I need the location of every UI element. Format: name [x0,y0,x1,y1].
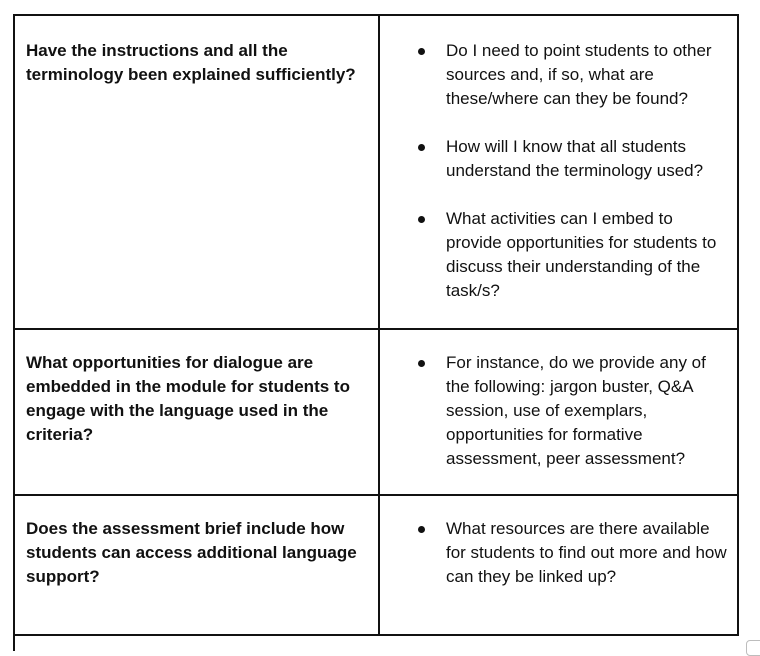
table-row [15,16,737,328]
table-row [15,328,737,494]
question-cell: Does the assessment brief include how students can access additional language support? [26,519,357,586]
bullet-icon [418,144,425,151]
next-table-border [13,636,15,651]
prompt-item [380,351,737,471]
question-cell: What opportunities for dialogue are embedded in the module for students to engage with the language used in the criteria? [26,353,350,444]
question-cell: Have the instructions and all the terminology been explained sufficiently? [26,41,356,84]
prompt-item [380,135,737,183]
prompt-list [380,39,737,303]
prompt-list [380,351,737,471]
prompt-item [380,207,737,303]
bullet-icon [418,360,425,367]
table-row [15,494,737,636]
prompt-item [380,39,737,111]
prompt-text: Do I need to point students to other sources and, if so, what are these/where can they be found? [446,41,712,108]
bullet-icon [418,48,425,55]
checklist-table [13,14,739,636]
bullet-icon [418,216,425,223]
prompt-text: For instance, do we provide any of the following: jargon buster, Q&A session, use of exemplars, opportunities for formative assessment, peer assessment? [446,353,706,468]
prompt-text: How will I know that all students understand the terminology used? [446,137,704,180]
bullet-icon [418,526,425,533]
prompt-item [380,517,737,589]
prompt-text: What resources are there available for students to find out more and how can they be linked up? [446,519,727,586]
prompt-text: What activities can I embed to provide opportunities for students to discuss their understanding of the task/s? [446,209,717,300]
resize-handle-icon[interactable] [746,640,760,656]
prompt-list [380,517,737,589]
